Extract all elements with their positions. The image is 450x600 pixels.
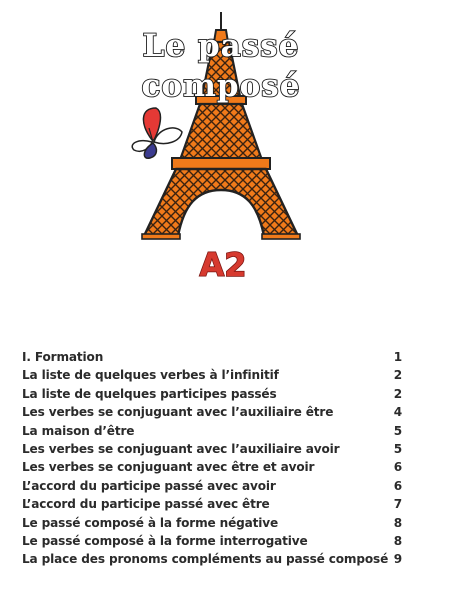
toc-entry[interactable]	[22, 479, 402, 497]
cover-title-line1: Le passé	[142, 28, 300, 64]
toc-entry[interactable]	[22, 460, 402, 478]
toc-entry-page: 8	[393, 515, 402, 530]
toc-entry-label: La maison d’être	[22, 423, 135, 438]
toc-entry[interactable]	[22, 534, 402, 552]
toc-entry-page: 1	[393, 350, 402, 364]
toc-entry[interactable]	[22, 424, 402, 442]
toc-entry-label: Le passé composé à la forme négative	[22, 515, 279, 530]
toc-entry-page: 9	[393, 552, 402, 567]
toc-entry[interactable]	[22, 516, 402, 534]
toc-entry-page: 6	[393, 460, 402, 475]
toc-entry[interactable]	[22, 368, 402, 386]
toc-entry-label: L’accord du participe passé avec avoir	[22, 478, 276, 493]
toc-entry-label: Le passé composé à la forme interrogative	[22, 533, 308, 548]
toc-entry-label: La place des pronoms compléments au passé composé	[22, 552, 389, 567]
toc-entry-page: 5	[393, 423, 402, 438]
toc-entry-page: 4	[393, 405, 402, 420]
toc-entry-label: L’accord du participe passé avec être	[22, 497, 270, 512]
level-badge: A2	[199, 246, 247, 284]
toc-entry[interactable]	[22, 387, 402, 405]
butterfly-icon	[132, 108, 182, 158]
toc-entry-page: 6	[393, 478, 402, 493]
toc-entry-label: La liste de quelques verbes à l’infinitif	[22, 368, 279, 383]
toc-entry-page: 2	[393, 386, 402, 401]
cover-title-line2: composé	[141, 68, 301, 104]
toc-entry-page: 8	[393, 533, 402, 548]
toc-entry[interactable]	[22, 552, 402, 570]
toc-entry[interactable]	[22, 350, 402, 368]
toc-entry-page: 5	[393, 441, 402, 456]
toc-entry-label: I. Formation	[22, 350, 104, 364]
toc-entry[interactable]	[22, 405, 402, 423]
toc-entry-label: La liste de quelques participes passés	[22, 386, 277, 401]
toc-entry-label: Les verbes se conjuguant avec l’auxiliaire être	[22, 405, 334, 420]
toc-entry-label: Les verbes se conjuguant avec être et avoir	[22, 460, 315, 475]
toc-entry-page: 2	[393, 368, 402, 383]
toc-entry[interactable]	[22, 442, 402, 460]
toc-entry-page: 7	[393, 497, 402, 512]
table-of-contents	[22, 350, 402, 571]
toc-entry-label: Les verbes se conjuguant avec l’auxiliaire avoir	[22, 441, 340, 456]
toc-entry[interactable]	[22, 497, 402, 515]
